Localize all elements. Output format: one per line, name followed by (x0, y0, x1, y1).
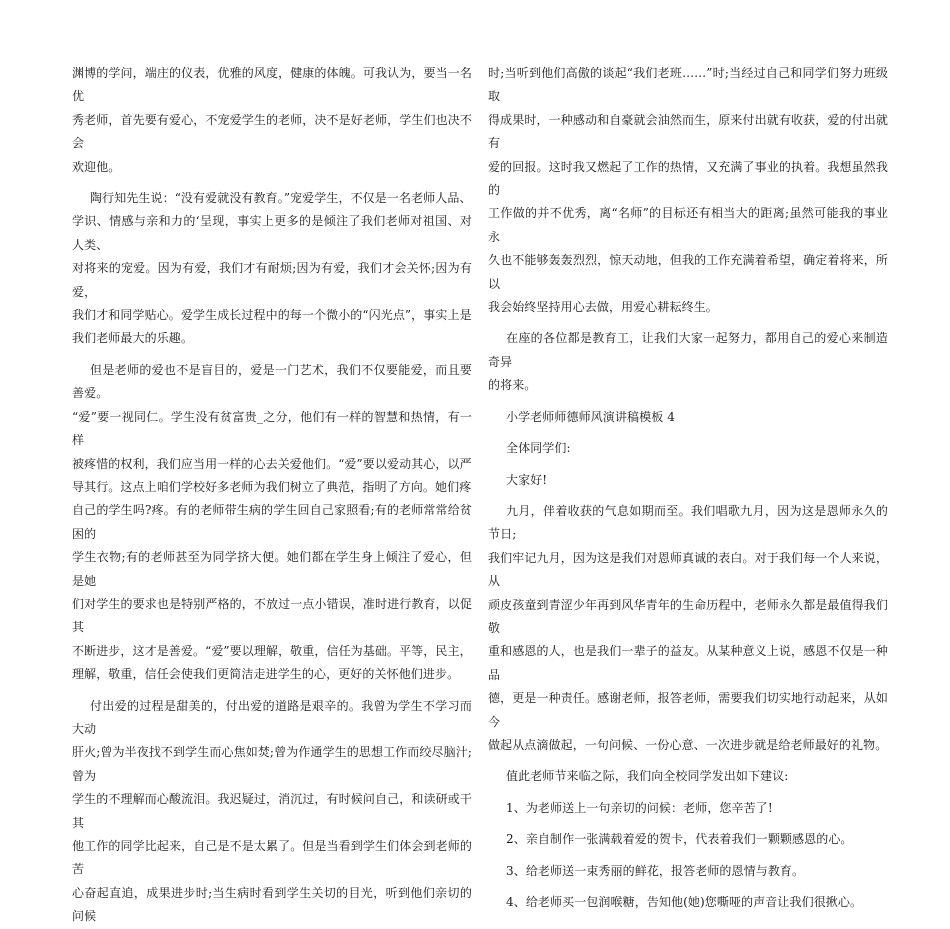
paragraph: 九月，伴着收获的气息如期而至。我们唱歌九月，因为这是恩师永久的节日; 我们牢记九月，因为这是我们对恩师真诚的表白。对于我们每一个人来说，从 顽皮孩童到青涩少年再到风华青年的生命历程中，老师永久都是最值得我们敬 重和感恩的人，也是我们一辈子的益友。从某种意义上说，感恩不仅是一种品 德，更是一种责任。感谢老师，报答老师，需要我们切实地行动起来，从如今 做起从点滴做起，一句问候、一份心意、一次进步就是给老师最好的礼物。 (488, 503, 888, 752)
greeting: 大家好! (506, 472, 548, 487)
list-item: 2、亲自制作一张满载着爱的贺卡，代表着我们一颗颗感恩的心。 (506, 832, 853, 847)
list-item: 4、给老师买一包润喉糖，告知他(她)您嘶哑的声音让我们很揪心。 (506, 895, 863, 909)
list-item: 1、为老师送上一句亲切的问候：老师，您辛苦了! (506, 800, 773, 815)
left-column (72, 62, 472, 929)
paragraph: 时;当听到他们高傲的谈起“我们老班……”时;当经过自己和同学们努力班级取 得成果时，一种感动和自豪就会油然而生，原来付出就有收获，爱的付出就有 爱的回报。这时我又燃起了工作的热情，又充满了事业的执着。我想虽然我的 工作做的并不优秀，离“名师”的目标还有相当大的距离;虽然可能我的事业永 久也不能够轰轰烈烈，惊天动地，但我的工作充满着希望，确定着将来，所以 我会始终坚持用心去做，用爱心耕耘终生。 (488, 66, 888, 315)
paragraph: 在座的各位都是教育工，让我们大家一起努力，都用自己的爱心来制造奇异 的将来。 (488, 331, 888, 393)
section-heading: 小学老师师德师风演讲稿模板 4 (506, 409, 675, 424)
paragraph: 付出爱的过程是甜美的，付出爱的道路是艰辛的。我曾为学生不学习而大动 肝火;曾为半夜找不到学生而心焦如焚;曾为作通学生的思想工作而绞尽脑汁;曾为 学生的不理解而心酸流泪。我迟疑过，消沉过，有时候问自己，和读研或干其 他工作的同学比起来，自己是不是太累了。但是当看到学生们体会到老师的苦 心奋起直追，成果进步时;当生病时看到学生关切的目光，听到他们亲切的问候 (72, 698, 472, 924)
paragraph: 陶行知先生说：“没有爱就没有教育。”宠爱学生，不仅是一名老师人品、 学识、情感与亲和力的‘呈现，事实上更多的是倾注了我们老师对祖国、对人类、 对将来的宠爱。因为有爱，我们才有耐烦;因为有爱，我们才会关怀;因为有爱， 我们才和同学贴心。爱学生成长过程中的每一个微小的“闪光点”，事实上是 我们老师最大的乐趣。 (72, 191, 472, 346)
salutation: 全体同学们: (506, 441, 571, 456)
paragraph: 值此老师节来临之际，我们向全校同学发出如下建议: (506, 769, 789, 784)
paragraph: 但是老师的爱也不是盲目的，爱是一门艺术，我们不仅要能爱，而且要善爱。 “爱”要一视同仁。学生没有贫富贵_之分，他们有一样的智慧和热情，有一样 被疼惜的权利，我们应当用一样的心去关爱他们。“爱”要以爱动其心，以严 导其行。这点上咱们学校好多老师为我们树立了典范，指明了方向。她们疼 自己的学生吗?疼。有的老师带生病的学生回自己家照看;有的老师常常给贫困的 学生衣物;有的老师甚至为同学挤大便。她们都在学生身上倾注了爱心，但是她 们对学生的要求也是特别严格的，不放过一点小错误，准时进行教育，以促其 不断进步，这才是善爱。“爱”要以理解，敬重，信任为基础。平等，民主， 理解，敬重，信任会使我们更简洁走进学生的心，更好的关怀他们进步。 (72, 362, 472, 682)
right-column (488, 62, 888, 914)
list-item: 3、给老师送一束秀丽的鲜花，报答老师的恩情与教育。 (506, 863, 805, 878)
paragraph: 渊博的学问，端庄的仪表，优雅的风度，健康的体魄。可我认为，要当一名优 秀老师，首先要有爱心，不宠爱学生的老师，决不是好老师，学生们也决不会 欢迎他。 (72, 66, 472, 174)
